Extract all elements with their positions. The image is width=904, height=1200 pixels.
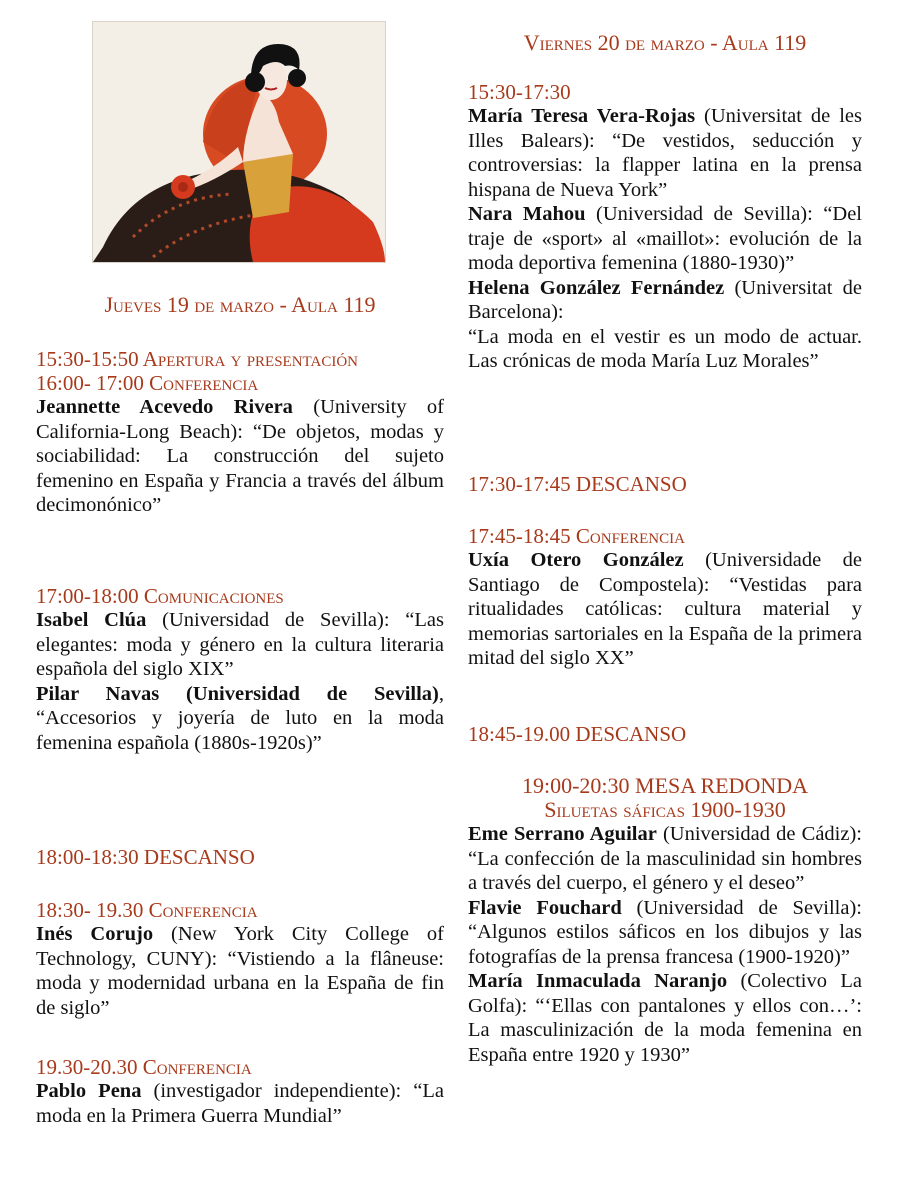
session-time: 16:00- 17:00 Conferencia	[36, 371, 259, 395]
session-time: 18:30- 19.30 Conferencia	[36, 898, 258, 922]
break-label: 18:45-19.00 DESCANSO	[468, 722, 687, 746]
talk-details: (Colectivo La Golfa): “‘Ellas con pantalones y ellos con…’: La masculinización de la moda femenina en España entre 1920 y 1930”	[468, 970, 863, 1066]
talk-details: “La moda en el vestir es un modo de actuar. Las crónicas de moda María Luz Morales”	[468, 325, 862, 372]
break-label: 17:30-17:45 DESCANSO	[468, 472, 687, 496]
session-time: 17:45-18:45 Conferencia	[468, 524, 685, 548]
speaker-name: Pilar Navas (Universidad de Sevilla)	[36, 682, 439, 705]
break-label: 18:00-18:30 DESCANSO	[36, 845, 255, 869]
session-entry	[468, 548, 862, 671]
session-entry	[468, 822, 862, 896]
talk-details: (Universitat de Barcelona):	[468, 276, 862, 323]
talk-details: (Universitat de les Illes Balears): “De vestidos, seducción y controversias: la flapper latina en la prensa hispana de Nueva York”	[468, 105, 862, 201]
day-header-thursday: Jueves 19 de marzo - Aula 119	[104, 292, 376, 317]
session-entry	[36, 395, 444, 518]
speaker-name: Jeannette Acevedo Rivera	[36, 396, 293, 418]
speaker-name: Flavie Fouchard	[468, 896, 622, 919]
talk-details: (New York City College of Technology, CUNY): “Vistiendo a la flâneuse: moda y modernidad urbana en la España de fin de siglo”	[36, 923, 444, 1019]
talk-details: (Universidade de Santiago de Compostela): “Vestidas para ritualidades católicas: cultura material y memorias sartoriales en la España de la primera mitad del siglo XX”	[468, 549, 862, 669]
speaker-name: María Inmaculada Naranjo	[468, 970, 728, 992]
flapper-figure-icon	[93, 22, 385, 262]
speaker-name: Pablo Pena	[36, 1080, 142, 1102]
session-entry	[468, 104, 862, 202]
speaker-name: Eme Serrano Aguilar	[468, 823, 657, 845]
talk-details: , “Accesorios y joyería de luto en la moda femenina española (1880s-1920s)”	[36, 682, 444, 754]
session-time: 15:30-15:50 Apertura y presentación	[36, 347, 358, 371]
round-table-title: 19:00-20:30 MESA REDONDA	[521, 773, 808, 798]
day-header-friday: Viernes 20 de marzo - Aula 119	[523, 30, 807, 55]
session-entry	[468, 276, 862, 325]
talk-details: (Universidad de Cádiz): “La confección de la masculinidad sin hombres a través del cuerpo, el género y el deseo”	[468, 823, 862, 894]
talk-details: (Universidad de Sevilla): “Las elegantes: moda y género en la cultura literaria española del siglo XIX”	[36, 609, 444, 680]
speaker-name: Inés Corujo	[36, 923, 154, 945]
session-entry	[468, 896, 862, 970]
talk-details: (University of California-Long Beach): “De objetos, modas y sociabilidad: La construcción del sujeto femenino en España y Francia a través del álbum decimonónico”	[36, 396, 444, 516]
session-time: 19.30-20.30 Conferencia	[36, 1055, 252, 1079]
session-entry	[36, 682, 444, 756]
session-entry	[36, 1079, 444, 1128]
flapper-illustration	[93, 22, 385, 262]
speaker-name: Helena González Fernández	[468, 276, 725, 299]
session-entry	[468, 325, 862, 374]
speaker-name: Nara Mahou	[468, 203, 586, 225]
session-time: 15:30-17:30	[468, 80, 571, 104]
speaker-name: Isabel Clúa	[36, 609, 147, 631]
session-entry	[468, 202, 862, 276]
session-entry	[36, 608, 444, 682]
talk-details: (investigador independiente): “La moda en la Primera Guerra Mundial”	[36, 1080, 444, 1127]
speaker-name: Uxía Otero González	[468, 549, 684, 571]
round-table-subtitle: Siluetas sáficas 1900-1930	[544, 797, 786, 822]
session-entry	[36, 922, 444, 1020]
talk-details: (Universidad de Sevilla): “Del traje de «sport» al «maillot»: evolución de la moda deportiva femenina (1880-1930)”	[468, 203, 863, 274]
session-entry	[468, 969, 862, 1067]
session-time: 17:00-18:00 Comunicaciones	[36, 584, 284, 608]
talk-details: (Universidad de Sevilla): “Algunos estilos sáficos en los dibujos y las fotografías de la prensa francesa (1900-1920)”	[468, 896, 862, 968]
speaker-name: María Teresa Vera-Rojas	[468, 105, 696, 127]
